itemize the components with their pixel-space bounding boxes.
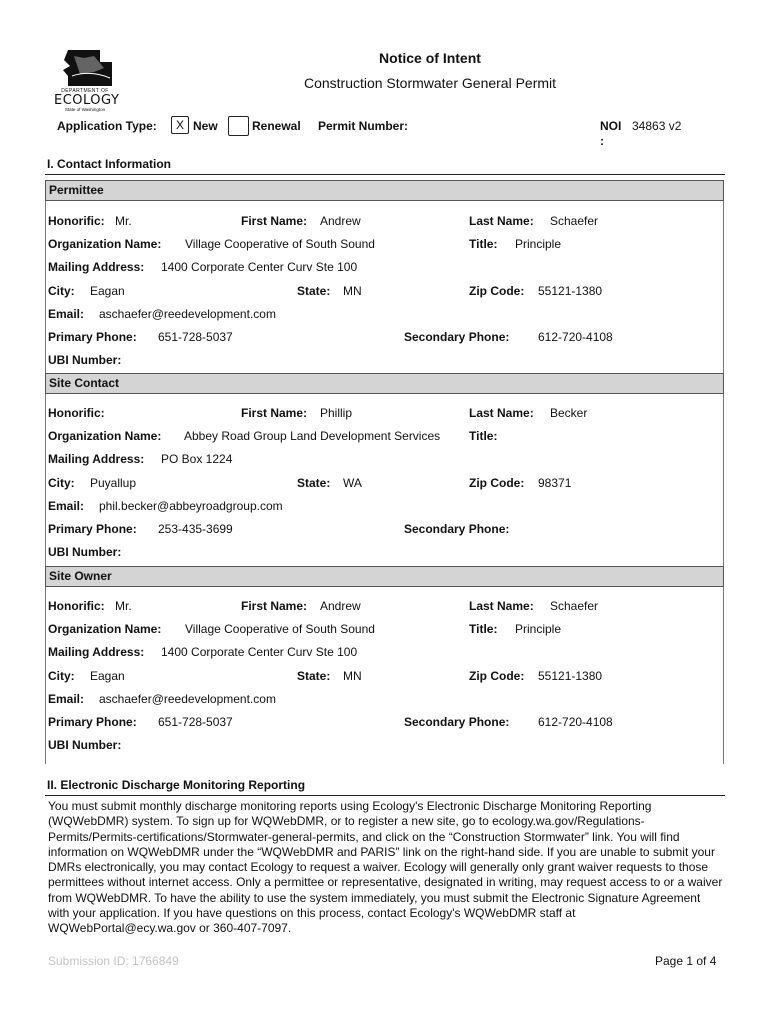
section-divider	[45, 174, 725, 175]
secondary-phone-label: Secondary Phone:	[404, 715, 510, 729]
site-owner-organization: Village Cooperative of South Sound	[185, 622, 375, 636]
permittee-city: Eagan	[90, 284, 125, 298]
site-owner-mailing: 1400 Corporate Center Curv Ste 100	[161, 645, 358, 659]
permittee-state: MN	[343, 284, 362, 298]
noi-colon: :	[600, 134, 604, 148]
permittee-email: aschaefer@reedevelopment.com	[99, 307, 276, 321]
secondary-phone-label: Secondary Phone:	[404, 330, 510, 344]
last-name-label: Last Name:	[469, 214, 534, 228]
site-owner-last-name: Schaefer	[550, 599, 599, 613]
site-owner-title: Principle	[515, 622, 562, 636]
document-title: Notice of Intent	[379, 50, 481, 66]
title-label: Title:	[469, 237, 498, 251]
renewal-label: Renewal	[252, 119, 301, 133]
email-label: Email:	[48, 307, 85, 321]
ubi-label: UBI Number:	[48, 545, 122, 559]
zip-label: Zip Code:	[469, 669, 525, 683]
site-contact-zip: 98371	[538, 476, 572, 490]
honorific-label: Honorific:	[48, 406, 105, 420]
edmr-instructions: You must submit monthly discharge monitoring reports using Ecology's Electronic Discharge Monitoring Reporting (WQWebDMR) system. To sign up for WQWebDMR, or to register a new site, go to ecology.wa.gov/Regulations-Permits/Permits-certifications/Stormwater-general-permits, and click on the “Construction Stormwater” link. You will find information on WQWebDMR under the “WQWebDMR and PARIS” link on the right-hand side. If you are unable to submit your DMRs electronically, you may contact Ecology to request a waiver. Ecology will generally only grant waiver requests to those permittees without internet access. Only a permittee or representative, designated in writing, may request access to or a waiver from WQWebDMR. To have the ability to use the system immediately, you must submit the Electronic Signature Agreement with your application. If you have questions on this process, contact Ecology's WQWebDMR staff at WQWebPortal@ecy.wa.gov or 360-407-7097.	[48, 799, 723, 936]
permittee-organization: Village Cooperative of South Sound	[185, 237, 375, 251]
state-label: State:	[297, 476, 331, 490]
permittee-title: Principle	[515, 237, 562, 251]
title-label: Title:	[469, 429, 498, 443]
last-name-label: Last Name:	[469, 599, 534, 613]
permittee-last-name: Schaefer	[550, 214, 599, 228]
permittee-secondary-phone: 612-720-4108	[538, 330, 613, 344]
state-label: State:	[297, 669, 331, 683]
site-owner-first-name: Andrew	[320, 599, 361, 613]
first-name-label: First Name:	[241, 599, 308, 613]
city-label: City:	[48, 284, 75, 298]
organization-label: Organization Name:	[48, 622, 162, 636]
honorific-label: Honorific:	[48, 214, 105, 228]
site-contact-organization: Abbey Road Group Land Development Services	[184, 429, 441, 443]
primary-phone-label: Primary Phone:	[48, 715, 137, 729]
site-owner-secondary-phone: 612-720-4108	[538, 715, 613, 729]
permit-number-label: Permit Number:	[318, 119, 409, 133]
site-contact-city: Puyallup	[90, 476, 137, 490]
page-number: Page 1 of 4	[655, 954, 717, 968]
permittee-band: Permittee	[45, 180, 724, 201]
email-label: Email:	[48, 692, 85, 706]
document-subtitle: Construction Stormwater General Permit	[303, 75, 557, 91]
site-owner-zip: 55121-1380	[538, 669, 603, 683]
permittee-zip: 55121-1380	[538, 284, 603, 298]
first-name-label: First Name:	[241, 406, 308, 420]
zip-label: Zip Code:	[469, 476, 525, 490]
site-owner-state: MN	[343, 669, 362, 683]
site-contact-primary-phone: 253-435-3699	[158, 522, 233, 536]
organization-label: Organization Name:	[48, 237, 162, 251]
secondary-phone-label: Secondary Phone:	[404, 522, 510, 536]
submission-id: Submission ID: 1766849	[48, 954, 179, 968]
first-name-label: First Name:	[241, 214, 308, 228]
ubi-label: UBI Number:	[48, 353, 122, 367]
last-name-label: Last Name:	[469, 406, 534, 420]
site-contact-state: WA	[343, 476, 362, 490]
noi-label: NOI	[600, 119, 622, 133]
ubi-label: UBI Number:	[48, 738, 122, 752]
section-divider	[45, 795, 725, 796]
title-label: Title:	[469, 622, 498, 636]
site-contact-first-name: Phillip	[320, 406, 353, 420]
application-type-label: Application Type:	[57, 119, 157, 133]
site-owner-band: Site Owner	[45, 566, 724, 587]
mailing-label: Mailing Address:	[48, 260, 145, 274]
site-contact-mailing: PO Box 1224	[161, 452, 233, 466]
new-label: New	[193, 119, 218, 133]
mailing-label: Mailing Address:	[48, 452, 145, 466]
primary-phone-label: Primary Phone:	[48, 330, 137, 344]
mailing-label: Mailing Address:	[48, 645, 145, 659]
noi-value: 34863 v2	[632, 119, 682, 133]
honorific-label: Honorific:	[48, 599, 105, 613]
site-owner-honorific: Mr.	[115, 599, 132, 613]
site-owner-primary-phone: 651-728-5037	[158, 715, 233, 729]
renewal-checkbox[interactable]	[228, 116, 249, 136]
zip-label: Zip Code:	[469, 284, 525, 298]
new-checkbox[interactable]: X	[171, 116, 189, 134]
email-label: Email:	[48, 499, 85, 513]
permittee-first-name: Andrew	[320, 214, 361, 228]
organization-label: Organization Name:	[48, 429, 162, 443]
site-contact-email: phil.becker@abbeyroadgroup.com	[99, 499, 283, 513]
site-owner-email: aschaefer@reedevelopment.com	[99, 692, 276, 706]
site-contact-band: Site Contact	[45, 373, 724, 394]
section-contact-heading: I. Contact Information	[47, 157, 171, 171]
site-owner-city: Eagan	[90, 669, 125, 683]
permittee-mailing: 1400 Corporate Center Curv Ste 100	[161, 260, 358, 274]
site-contact-last-name: Becker	[550, 406, 588, 420]
state-label: State:	[297, 284, 331, 298]
permittee-primary-phone: 651-728-5037	[158, 330, 233, 344]
permittee-honorific: Mr.	[115, 214, 132, 228]
section-edmr-heading: II. Electronic Discharge Monitoring Reporting	[47, 778, 306, 792]
city-label: City:	[48, 669, 75, 683]
logo-wordmark: DEPARTMENT OF ECOLOGY State of Washington	[54, 88, 120, 112]
contact-info-frame	[45, 180, 724, 764]
city-label: City:	[48, 476, 75, 490]
primary-phone-label: Primary Phone:	[48, 522, 137, 536]
